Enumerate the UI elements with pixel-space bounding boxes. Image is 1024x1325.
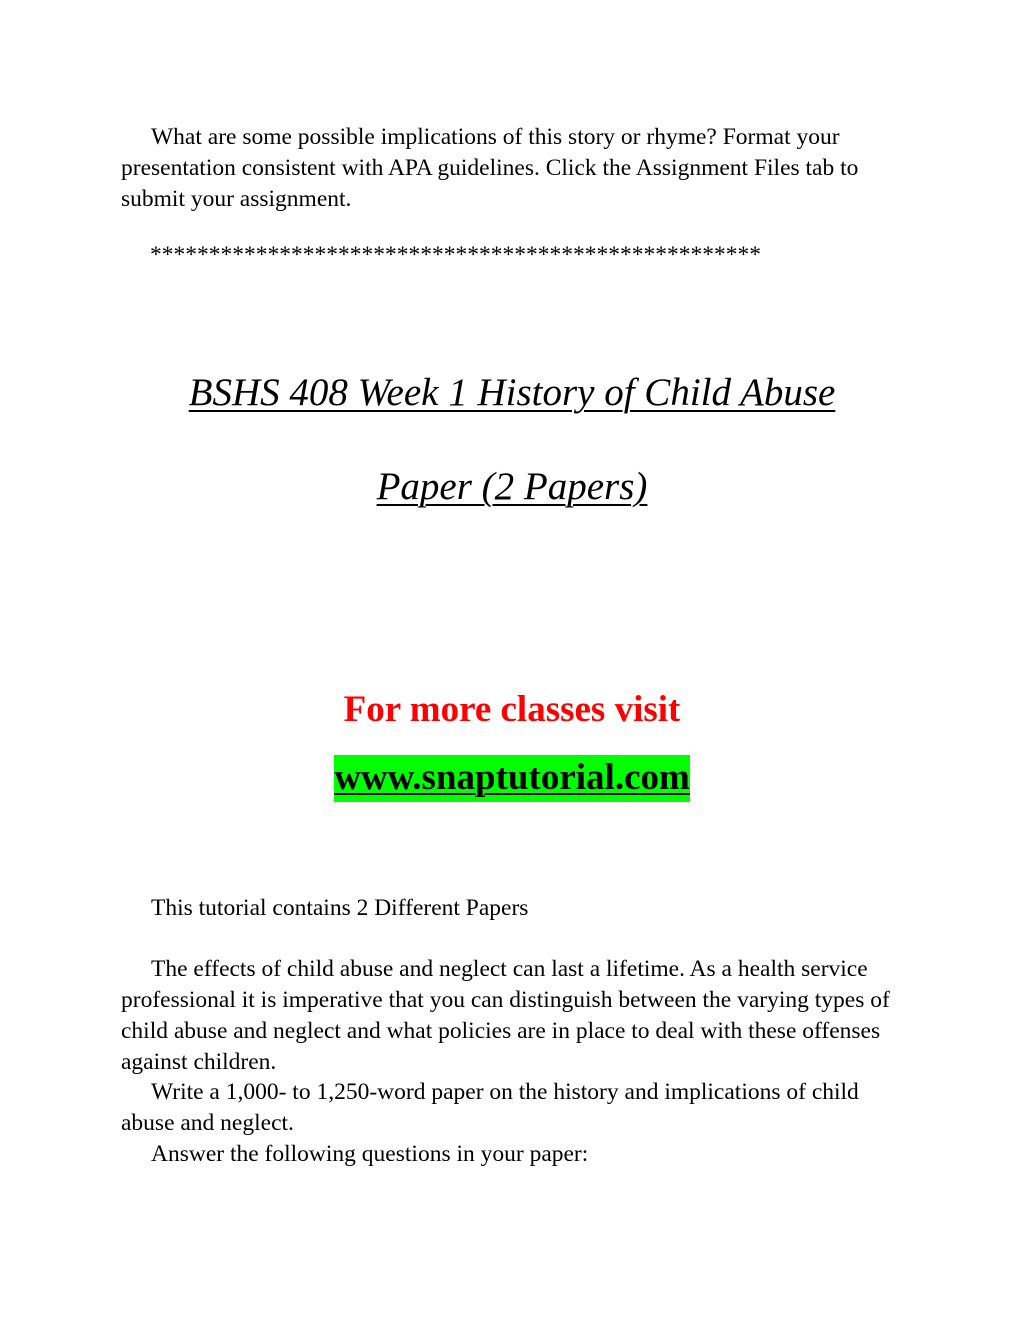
tutorial-note: This tutorial contains 2 Different Papers <box>151 895 529 921</box>
promo-link-row <box>0 756 1024 800</box>
title-line-2-text: Paper (2 Papers) <box>376 465 648 508</box>
promo-heading: For more classes visit <box>343 689 681 730</box>
body-paragraph-3: Answer the following questions in your paper: <box>151 1141 589 1167</box>
body-paragraph-1: The effects of child abuse and neglect can last a lifetime. As a health service professional it is imperative that you can distinguish between the varying types of child abuse and neglect and what policies are in place to deal with these offenses against children. <box>121 956 890 1075</box>
separator-line: **************************************************** <box>150 242 761 268</box>
body-paragraph-2: Write a 1,000- to 1,250-word paper on the history and implications of child abuse and neglect. <box>121 1079 859 1136</box>
title-line-2 <box>0 463 1024 511</box>
title-line-1-text: BSHS 408 Week 1 History of Child Abuse <box>188 371 836 414</box>
snaptutorial-link[interactable]: www.snaptutorial.com <box>334 755 690 802</box>
intro-paragraph: What are some possible implications of this story or rhyme? Format your presentation consistent with APA guidelines. Click the Assignment Files tab to submit your assignment. <box>121 124 859 212</box>
title-line-1 <box>0 369 1024 417</box>
